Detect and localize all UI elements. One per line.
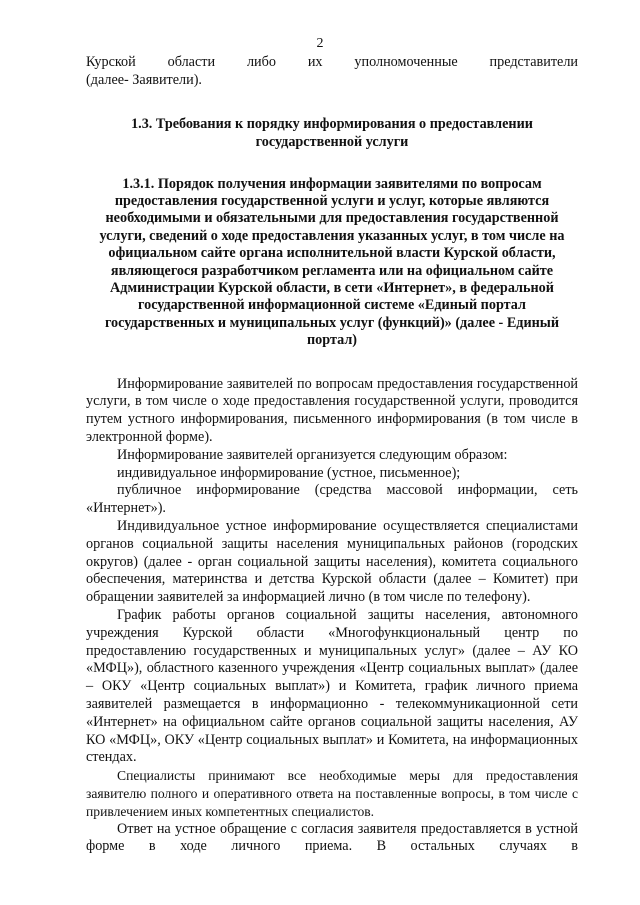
paragraph-specialists: Специалисты принимают все необходимые меры для предоставления заявителю полного и оперативного ответа на поставленные вопросы, в том числе с привлечением иных компетентных специалистов. <box>86 768 578 819</box>
paragraph-individual: индивидуальное информирование (устное, письменное); <box>117 464 461 481</box>
paragraph-organization: Информирование заявителей организуется следующим образом: <box>117 446 508 463</box>
document-body <box>86 54 578 856</box>
intro-line-2: (далее- Заявители). <box>86 71 202 88</box>
page-number: 2 <box>316 36 324 51</box>
body-text <box>86 376 578 857</box>
paragraph-informing: Информирование заявителей по вопросам предоставления государственной услуги, в том числе о ходе предоставления государственной услуги, проводится путем устного информирования, письменного информирования (в том числе в электронной форме). <box>86 375 578 446</box>
subsection-heading: 1.3.1. Порядок получения информации заявителями по вопросам предоставления государственной услуги и услуг, которые являются необходимыми и обязательными для предоставления государственной услуги, сведений о ходе предоставления указанных услуг, в том числе на официальном сайте органа исполнительной власти Курской области, являющегося разработчиком регламента или на официальном сайте Администрации Курской области, в сети «Интернет», в федеральной государственной информационной системе «Единый портал государственных и муниципальных услуг (функций)» (далее - Единый портал) <box>99 175 565 349</box>
paragraph-oral-answer: Ответ на устное обращение с согласия заявителя предоставляется в устной форме в ходе личного приема. В остальных случаях в <box>86 820 578 855</box>
intro-line-1: Курской области либо их уполномоченные представители <box>86 54 578 70</box>
section-heading: 1.3. Требования к порядку информирования о предоставлении государственной услуги <box>131 115 533 150</box>
paragraph-oral-informing: Индивидуальное устное информирование осуществляется специалистами органов социальной защиты населения муниципальных районов (городских округов) (далее - орган социальной защиты населения), комитета социального обеспечения, материнства и детства Курской области (далее – Комитет) при обращении заявителей за информацией лично (в том числе по телефону). <box>86 518 578 606</box>
paragraph-schedule: График работы органов социальной защиты населения, автономного учреждения Курской области «Многофункциональный центр по предоставлению государственных и муниципальных услуг» (далее – АУ КО «МФЦ»), областного казенного учреждения «Центр социальных выплат» (далее – ОКУ «Центр социальных выплат») и Комитета, график личного приема заявителей размещается в информационно - телекоммуникационной сети «Интернет» на официальном сайте органов социальной защиты населения, АУ КО «МФЦ», ОКУ «Центр социальных выплат» и Комитета, на информационных стендах. <box>86 607 578 766</box>
paragraph-public: публичное информирование (средства массовой информации, сеть «Интернет»). <box>86 482 578 517</box>
